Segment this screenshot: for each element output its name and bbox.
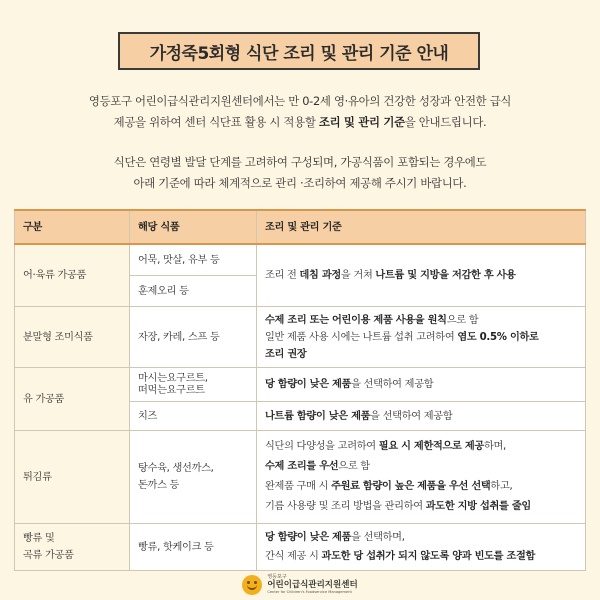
title-banner <box>118 32 480 70</box>
food-cell: 탕수육, 생선까스, 돈까스 등 <box>130 431 257 524</box>
table-row <box>15 431 586 524</box>
logo-english-name: Center for Children's Foodservice Management <box>267 589 352 594</box>
standard-cell: 당 함량이 낮은 제품을 선택하며, 간식 제공 시 과도한 당 섭취가 되지 않도록 양과 빈도를 조절함 <box>257 524 586 571</box>
logo-text <box>267 575 357 594</box>
standard-cell: 식단의 다양성을 고려하여 필요 시 제한적으로 제공하며, 수제 조리를 우선으로 함 완제품 구매 시 주원료 함량이 높은 제품을 우선 선택하고, 기름 사용량 및 조리 방법을 관리하여 과도한 지방 섭취를 줄임 <box>257 431 586 524</box>
food-cell: 치즈 <box>130 402 257 431</box>
food-cell: 자장, 카레, 스프 등 <box>130 307 257 368</box>
center-logo <box>242 575 357 595</box>
intro-text: 영등포구 어린이급식관리지원센터에서는 만 0-2세 영·유아의 건강한 성장과 안전한 급식 <box>88 94 512 108</box>
intro-text: 을 안내드립니다. <box>404 115 487 129</box>
logo-center-name: 어린이급식관리지원센터 <box>267 580 358 591</box>
category-cell: 빵류 및 곡류 가공품 <box>15 524 130 571</box>
category-cell: 유 가공품 <box>15 368 130 431</box>
standard-cell: 당 함량이 낮은 제품을 선택하여 제공함 <box>257 368 586 402</box>
intro-paragraph-2 <box>20 152 580 194</box>
footer <box>0 570 600 600</box>
table-row <box>15 524 586 571</box>
intro-text: 식단은 연령별 발달 단계를 고려하여 구성되며, 가공식품이 포함되는 경우에도 <box>113 155 487 169</box>
intro-paragraph-1 <box>20 91 580 133</box>
food-cell: 훈제오리 등 <box>130 276 257 307</box>
intro-text: 아래 기준에 따라 체계적으로 관리 ·조리하여 제공해 주시기 바랍니다. <box>133 176 467 190</box>
page-title: 가정죽5회형 식단 조리 및 관리 기준 안내 <box>149 43 449 64</box>
category-cell: 튀김류 <box>15 431 130 524</box>
food-cell: 빵류, 핫케이크 등 <box>130 524 257 571</box>
table-header-row <box>15 210 586 244</box>
header-food: 해당 식품 <box>130 210 257 244</box>
standard-cell: 조리 전 데침 과정을 거쳐 나트륨 및 지방을 저감한 후 사용 <box>257 244 586 307</box>
header-standard: 조리 및 관리 기준 <box>257 210 586 244</box>
category-cell: 분말형 조미식품 <box>15 307 130 368</box>
intro-emphasis: 조리 및 관리 기준 <box>318 115 405 129</box>
standard-cell: 수제 조리 또는 어린이용 제품 사용을 원칙으로 함 일반 제품 사용 시에는 나트륨 섭취 고려하여 염도 0.5% 이하로 조리 권장 <box>257 307 586 368</box>
intro-text: 제공을 위하여 센터 식단표 활용 시 적용할 <box>113 115 319 129</box>
food-cell: 어묵, 맛살, 유부 등 <box>130 244 257 276</box>
food-cell: 마시는요구르트, 떠먹는요구르트 <box>130 368 257 402</box>
table-row <box>15 368 586 402</box>
smile-icon <box>242 575 262 595</box>
table-row <box>15 244 586 276</box>
category-cell: 어·육류 가공품 <box>15 244 130 307</box>
table-row <box>15 307 586 368</box>
logo-district: 영등포구 <box>267 574 287 581</box>
standard-cell: 나트륨 함량이 낮은 제품을 선택하여 제공함 <box>257 402 586 431</box>
guideline-table <box>14 209 586 571</box>
header-category: 구분 <box>15 210 130 244</box>
